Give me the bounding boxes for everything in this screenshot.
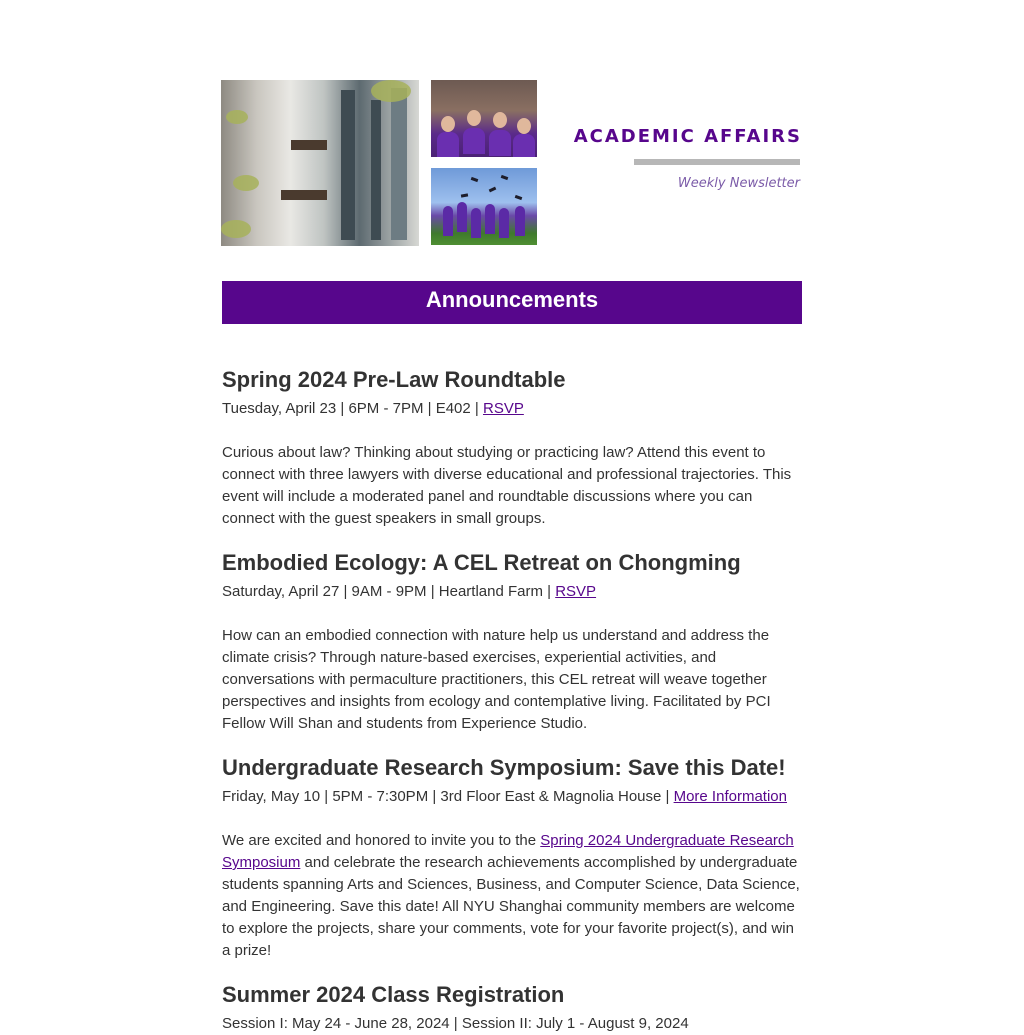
article-meta xyxy=(222,398,802,420)
announcements-heading: Announcements xyxy=(222,281,802,324)
article-meta-text: Friday, May 10 | 5PM - 7:30PM | 3rd Floor East & Magnolia House | xyxy=(222,788,674,805)
article-title: Undergraduate Research Symposium: Save this Date! xyxy=(222,755,786,780)
building-photo xyxy=(221,80,419,246)
rsvp-link[interactable]: RSVP xyxy=(482,400,524,417)
newsletter-title-block xyxy=(556,126,802,191)
article-body-text: and celebrate the research achievements accomplished by undergraduate students spanning Arts and Sciences, Business, and Computer Science, Data Science, and Engineering. Save this date! All NYU Shanghai community members are welcome to explore the projects, share your comments, vote for your favorite project(s), and win a prize! xyxy=(222,854,800,959)
newsletter-title: ACADEMIC AFFAIRS xyxy=(573,126,802,147)
article-title: Embodied Ecology: A CEL Retreat on Chongming xyxy=(222,550,741,575)
rsvp-link[interactable]: RSVP xyxy=(555,583,597,600)
article-summer-registration xyxy=(222,981,802,1035)
graduation-photo xyxy=(431,168,537,245)
article-pre-law-roundtable xyxy=(222,366,802,530)
article-body: How can an embodied connection with nature help us understand and address the climate crisis? Through nature-based exercises, experiential activities, and conversations with permaculture practitioners, this CEL retreat will weave together perspectives and insights from ecology and contemplative living. Facilitated by PCI Fellow Will Shan and students from Experience Studio. xyxy=(222,627,771,732)
article-meta xyxy=(222,786,802,808)
article-research-symposium xyxy=(222,754,802,962)
article-body: Curious about law? Thinking about studying or practicing law? Attend this event to connect with three lawyers with diverse educational and professional trajectories. This event will include a moderated panel and roundtable discussions where you can connect with the guest speakers in small groups. xyxy=(222,444,792,527)
more-information-link[interactable]: More Information xyxy=(673,788,787,805)
students-photo xyxy=(431,80,537,157)
article-meta xyxy=(222,581,802,603)
header-banner xyxy=(222,80,802,246)
article-title: Summer 2024 Class Registration xyxy=(222,982,565,1007)
article-title: Spring 2024 Pre-Law Roundtable xyxy=(222,367,566,392)
article-embodied-ecology xyxy=(222,549,802,735)
article-body-text: We are excited and honored to invite you to the xyxy=(222,832,541,849)
symposium-link[interactable]: Spring 2024 Undergraduate Research Symposium xyxy=(222,832,794,871)
article-meta-text: Saturday, April 27 | 9AM - 9PM | Heartland Farm | xyxy=(222,583,556,600)
article-meta: Session I: May 24 - June 28, 2024 | Session II: July 1 - August 9, 2024 xyxy=(222,1015,689,1032)
title-divider xyxy=(634,159,800,165)
article-body xyxy=(222,830,802,962)
newsletter-subtitle: Weekly Newsletter xyxy=(677,176,800,191)
article-meta-text: Tuesday, April 23 | 6PM - 7PM | E402 | xyxy=(222,400,483,417)
newsletter xyxy=(222,80,802,1035)
